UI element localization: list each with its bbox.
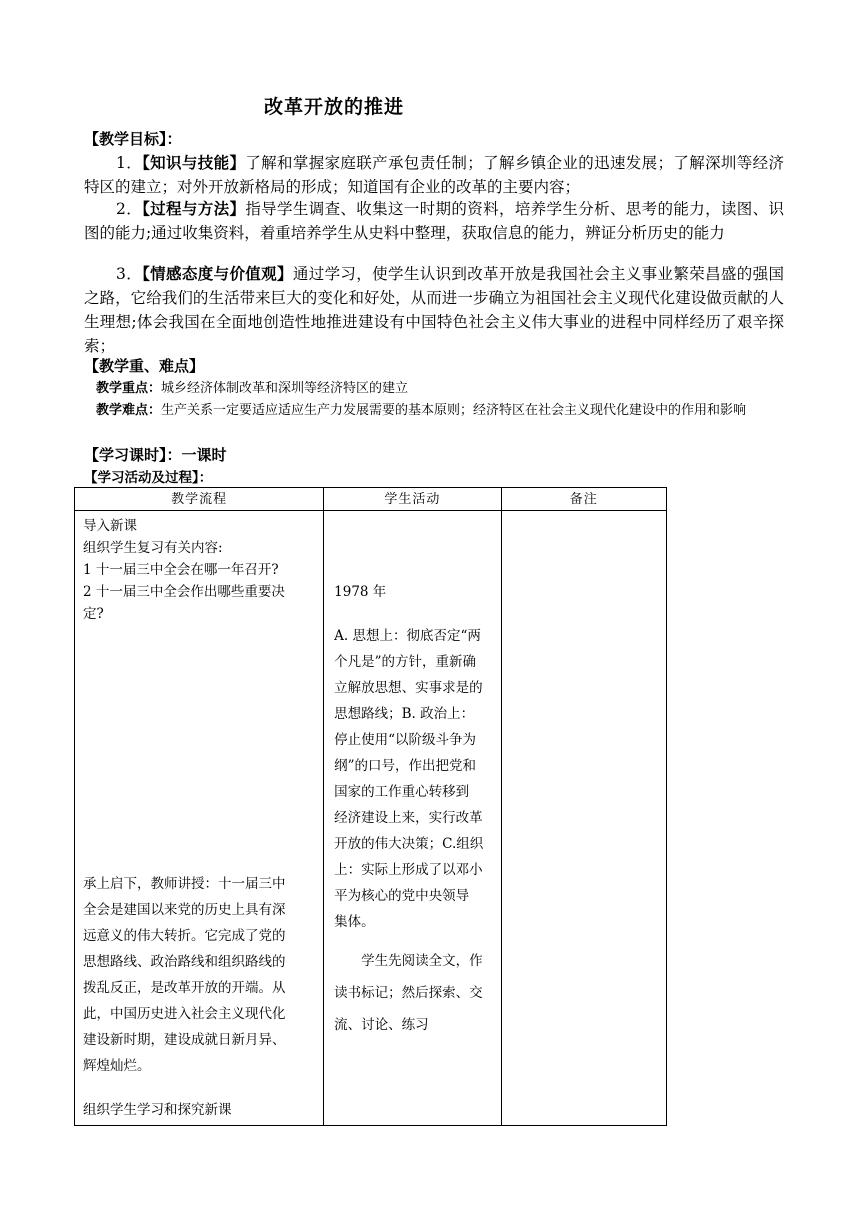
objective-2 xyxy=(84,197,784,245)
key-point-label: 教学重点： xyxy=(96,381,162,396)
objective-number: 2． xyxy=(116,200,143,218)
objective-3 xyxy=(84,262,784,358)
intro-line: 1 十一届三中全会在哪一年召开? xyxy=(83,562,279,578)
process-table xyxy=(74,487,667,1126)
activity-line: 读书标记；然后探索、交 xyxy=(334,985,483,1001)
page-title: 改革开放的推进 xyxy=(264,96,405,118)
objective-key: 【过程与方法】 xyxy=(142,200,246,218)
answer-line: 停止使用“以阶级斗争为 xyxy=(334,732,477,748)
difficulty-label: 教学难点： xyxy=(96,403,162,418)
table-row xyxy=(75,511,667,1126)
answer-line: 上：实际上形成了以邓小 xyxy=(334,862,483,878)
intro-line: 2 十一届三中全会作出哪些重要决 xyxy=(83,584,285,600)
answer-line: 平为核心的党中央领导 xyxy=(334,888,470,904)
objective-1 xyxy=(84,151,784,199)
teaching-flow-cell xyxy=(75,511,324,1126)
header-teaching-flow: 教学流程 xyxy=(75,488,324,511)
key-point-line xyxy=(84,378,784,400)
process-heading: 【学习活动及过程】： xyxy=(84,470,213,486)
objective-text: 通过学习，使学生认识到改革开放是我国社会主义事业繁荣昌盛的强国之路，它给我们的生活带来巨大的变化和好处，从而进一步确立为祖国社会主义现代化建设做贡献的人生理想;体会我国在全面地创造性地推进建设有中国特色社会主义伟大事业的进程中同样经历了艰辛探索； xyxy=(84,265,784,355)
closing-line: 组织学生学习和探究新课 xyxy=(83,1102,232,1118)
answer-line: 经济建设上来，实行改革 xyxy=(334,810,483,826)
key-point-text: 城乡经济体制改革和深圳等经济特区的建立 xyxy=(161,381,409,396)
answer-line: 个凡是”的方针，重新确 xyxy=(334,654,477,670)
objective-number: 1． xyxy=(116,154,143,172)
objective-key: 【情感态度与价值观】 xyxy=(142,265,293,283)
intro-line: 组织学生复习有关内容: xyxy=(83,540,223,556)
table-header-row xyxy=(75,488,667,511)
intro-line: 导入新课 xyxy=(83,518,137,534)
answer-year: 1978 年 xyxy=(334,584,387,600)
activity-line: 流、讨论、练习 xyxy=(334,1017,429,1033)
answer-line: A. 思想上：彻底否定“两 xyxy=(334,628,481,644)
lecture-line: 辉煌灿烂。 xyxy=(83,1058,151,1074)
objective-number: 3． xyxy=(116,265,143,283)
answer-line: 集体。 xyxy=(334,914,375,930)
key-points-heading: 【教学重、难点】 xyxy=(84,357,205,375)
answer-line: 纲”的口号，作出把党和 xyxy=(334,758,477,774)
activity-line: 学生先阅读全文，作 xyxy=(334,953,483,969)
objective-text: 了解和掌握家庭联产承包责任制；了解乡镇企业的迅速发展；了解深圳等经济特区的建立；对外开放新格局的形成；知道国有企业的改革的主要内容； xyxy=(84,154,784,196)
lecture-line: 此，中国历史进入社会主义现代化 xyxy=(83,1006,286,1022)
objective-key: 【知识与技能】 xyxy=(142,154,246,172)
lecture-line: 拨乱反正，是改革开放的开端。从 xyxy=(83,980,286,996)
lecture-line: 思想路线、政治路线和组织路线的 xyxy=(83,954,286,970)
hours-heading: 【学习课时】：一课时 xyxy=(84,446,227,464)
intro-line: 定? xyxy=(83,606,104,622)
lecture-line: 承上启下，教师讲授：十一届三中 xyxy=(83,876,286,892)
lecture-line: 全会是建国以来党的历史上具有深 xyxy=(83,902,286,918)
answer-line: 思想路线；B. 政治上： xyxy=(334,706,475,722)
answer-line: 国家的工作重心转移到 xyxy=(334,784,470,800)
lecture-line: 远意义的伟大转折。它完成了党的 xyxy=(83,928,286,944)
lecture-line: 建设新时期，建设成就日新月异、 xyxy=(83,1032,286,1048)
answer-line: 立解放思想、实事求是的 xyxy=(334,680,483,696)
objective-text: 指导学生调查、收集这一时期的资料，培养学生分析、思考的能力，读图、识图的能力;通过收集资料，着重培养学生从史料中整理，获取信息的能力，辨证分析历史的能力 xyxy=(84,200,784,242)
difficulty-line xyxy=(84,400,784,422)
student-activity-cell xyxy=(324,511,501,1126)
difficulty-text: 生产关系一定要适应适应生产力发展需要的基本原则；经济特区在社会主义现代化建设中的作用和影响 xyxy=(161,403,747,418)
header-notes: 备注 xyxy=(501,488,666,511)
notes-cell xyxy=(501,511,666,1126)
header-student-activity: 学生活动 xyxy=(324,488,501,511)
answer-line: 开放的伟大决策；C.组织 xyxy=(334,836,484,852)
objectives-heading: 【教学目标】： xyxy=(84,130,182,148)
